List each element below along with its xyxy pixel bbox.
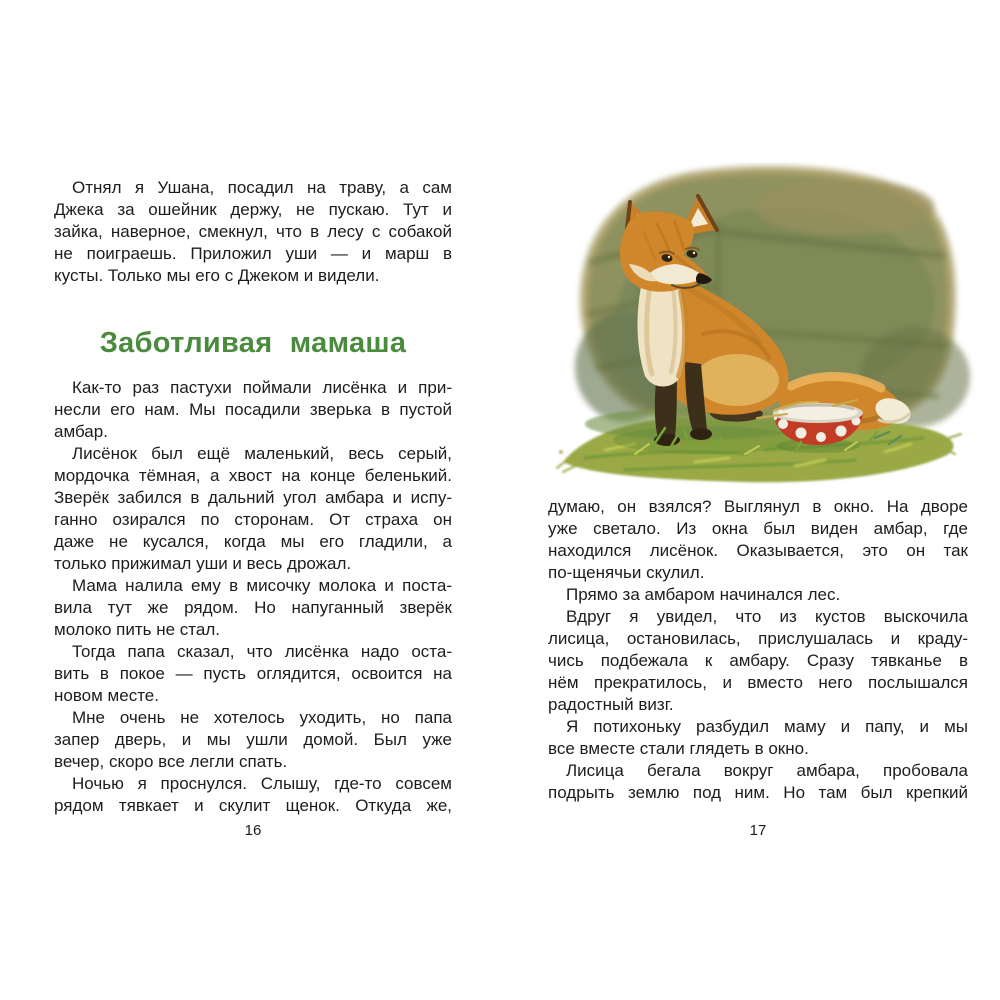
text-line: Мне очень не хотелось уходить, но папа bbox=[72, 708, 452, 727]
text-line: зайка, наверное, смекнул, что в лесу с собакой bbox=[54, 222, 452, 241]
text-line: кусты. Только мы его с Джеком и видели. bbox=[54, 266, 380, 285]
text-line: только прижимал уши и весь дрожал. bbox=[54, 554, 352, 573]
paragraph bbox=[54, 177, 452, 287]
text-line: Джека за ошейник держу, не пускаю. Тут и bbox=[54, 200, 452, 219]
text-line: рядом тявкает и скулит щенок. Откуда же, bbox=[54, 796, 452, 815]
text-line: ганно озирался по сторонам. От страха он bbox=[54, 510, 452, 529]
text-line: находился лисёнок. Оказывается, это он так bbox=[548, 541, 968, 560]
text-line: Прямо за амбаром начинался лес. bbox=[566, 585, 841, 604]
paragraph bbox=[54, 443, 452, 575]
left-page-text bbox=[54, 177, 452, 817]
text-line: Лисёнок был ещё маленький, весь серый, bbox=[72, 444, 452, 463]
paragraph bbox=[548, 760, 968, 804]
paragraph bbox=[548, 584, 968, 606]
paragraph bbox=[54, 773, 452, 817]
text-line: уже светало. Из окна был виден амбар, где bbox=[548, 519, 968, 538]
text-line: новом месте. bbox=[54, 686, 159, 705]
text-line: все вместе стали глядеть в окно. bbox=[548, 739, 809, 758]
text-line: Тогда папа сказал, что лисёнка надо оста- bbox=[72, 642, 452, 661]
text-line: Зверёк забился в дальний угол амбара и испу- bbox=[54, 488, 452, 507]
text-line: Я потихоньку разбудил маму и папу, и мы bbox=[566, 717, 968, 736]
paragraph bbox=[54, 377, 452, 443]
paragraph bbox=[548, 606, 968, 716]
page-number-right: 17 bbox=[749, 822, 767, 839]
text-line: несли его нам. Мы посадили зверька в пустой bbox=[54, 400, 452, 419]
page-number-left: 16 bbox=[244, 822, 262, 839]
right-page-text bbox=[548, 496, 968, 804]
text-line: подрыть землю под ним. Но там был крепкий bbox=[548, 783, 968, 802]
text-line: нём прекратилось, и вместо него послышался bbox=[548, 673, 968, 692]
text-line: мордочка тёмная, а хвост на конце беленький. bbox=[54, 466, 452, 485]
text-line: Ночью я проснулся. Слышу, где-то совсем bbox=[72, 774, 452, 793]
text-line: вила тут же рядом. Но напуганный зверёк bbox=[54, 598, 452, 617]
text-line: Лисица бегала вокруг амбара, пробовала bbox=[566, 761, 968, 780]
text-line: чись подбежала к амбару. Сразу тявканье в bbox=[548, 651, 968, 670]
text-line: даже не кусался, когда мы его гладили, а bbox=[54, 532, 452, 551]
paragraph bbox=[54, 641, 452, 707]
milk-bowl bbox=[771, 402, 864, 453]
text-line: лисица, остановилась, прислушалась и краду- bbox=[548, 629, 968, 648]
fox-illustration bbox=[545, 162, 985, 492]
text-line: Как-то раз пастухи поймали лисёнка и при- bbox=[72, 378, 452, 397]
text-line: Мама налила ему в мисочку молока и поста- bbox=[72, 576, 452, 595]
text-line: Отнял я Ушана, посадил на траву, а сам bbox=[72, 178, 452, 197]
paragraph bbox=[548, 496, 968, 584]
paragraph bbox=[54, 575, 452, 641]
text-line: молоко пить не стал. bbox=[54, 620, 220, 639]
text-line: вить в покое — пусть оглядится, освоится на bbox=[54, 664, 452, 683]
text-line: думаю, он взялся? Выглянул в окно. На дворе bbox=[548, 497, 968, 516]
text-line: радостный визг. bbox=[548, 695, 674, 714]
text-line: амбар. bbox=[54, 422, 108, 441]
text-line: вечер, скоро все легли спать. bbox=[54, 752, 288, 771]
text-line: по-щенячьи скулил. bbox=[548, 563, 705, 582]
text-line: Вдруг я увидел, что из кустов выскочила bbox=[566, 607, 968, 626]
paragraph bbox=[548, 716, 968, 760]
paragraph bbox=[54, 707, 452, 773]
text-line: не поиграешь. Приложил уши — и марш в bbox=[54, 244, 452, 263]
text-line: запер дверь, и мы ушли домой. Был уже bbox=[54, 730, 452, 749]
story-heading: Заботливая мамаша bbox=[99, 327, 407, 359]
